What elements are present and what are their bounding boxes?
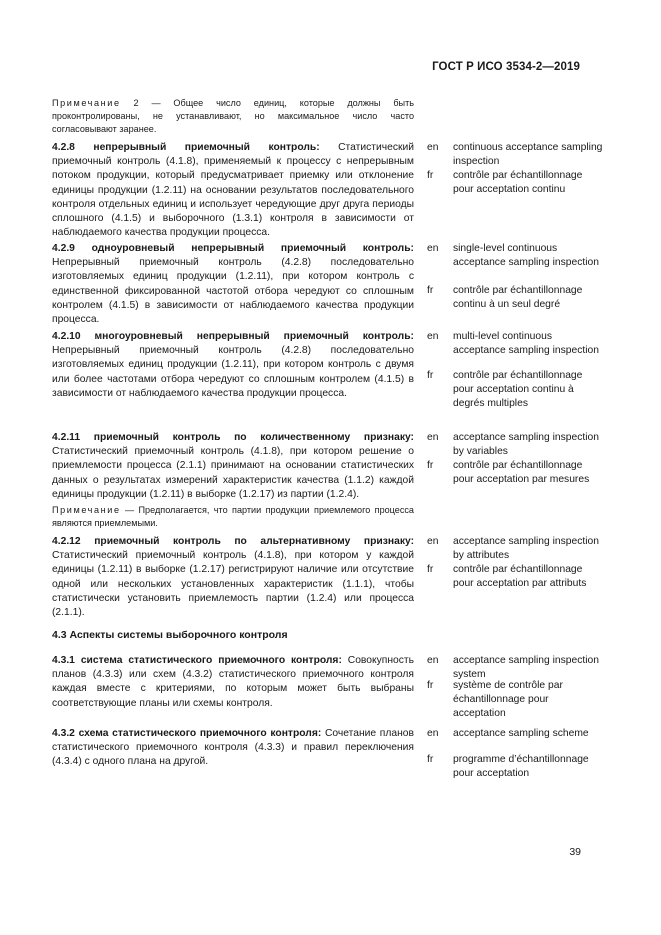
note-text: — Предполагается, что партии продукции приемлемого процесса являются приемлемыми. [52,505,414,528]
translation-en: acceptance sampling inspection by variables [453,432,599,458]
lang-fr: fr [427,285,434,296]
translation-fr: contrôle par échantillonnage pour acceptation continu [453,170,583,196]
entry-definition: Статистический приемочный контроль (4.1.8), применяемый к процессу с непрерывным потоком продукции, который предусматривает приемку или отклонение единицы продукции (1.2.11) на основании результатов последовательного контроля отдельных единиц и использует чередующие друг друга периоды сплошного (4.1.5) и выборочного (1.3.1) контроля в зависимости от наблюдаемого качества продукции процесса. [52,142,414,239]
translation-en: acceptance sampling inspection by attributes [453,536,599,562]
note-text: 2 — Общее число единиц, которые должны быть проконтролированы, не устанавливают, но максимальное число часто согласовывают заранее. [52,98,414,134]
translation-fr: programme d’échantillonnage pour acceptation [453,754,589,780]
entry-note [52,504,414,530]
entry-4-2-12 [52,535,414,620]
translation-fr: contrôle par échantillonnage pour acceptation par mesures [453,460,590,486]
entry-term: приемочный контроль по альтернативному признаку: [94,536,414,547]
entry-definition: Статистический приемочный контроль (4.1.8), при котором у каждой единицы (1.2.11) в выборке (1.2.17) регистрируют наличие или отсутствие одной или нескольких установленных характеристик (1.1.1), чтобы статистически установить приемлемость партии (1.2.4) или процесса (2.1.1). [52,550,414,619]
translation-fr: système de contrôle par échantillonnage pour acceptation [453,680,563,720]
entry-4-3-1 [52,654,414,711]
entry-term: одноуровневый непрерывный приемочный контроль: [91,243,414,254]
entry-4-2-11 [52,431,414,502]
lang-en: en [427,142,439,153]
lang-fr: fr [427,460,434,471]
lang-fr: fr [427,370,434,381]
entry-term: приемочный контроль по количественному признаку: [93,432,414,443]
entry-term: схема статистического приемочного контроля: [78,728,322,739]
entry-definition: Непрерывный приемочный контроль (4.2.8) последовательно изготовляемых единиц продукции (1.2.11), при котором контроль с двумя или более частотами отбора чередуют со сплошным контролем (4.1.5) в зависимости от наблюдаемого качества продукции процесса. [52,345,414,399]
translation-fr: contrôle par échantillonnage pour acceptation continu à degrés multiples [453,370,583,410]
translation-en: acceptance sampling scheme [453,728,589,739]
entry-number: 4.2.12 [52,536,81,547]
entry-number: 4.3.1 [52,655,75,666]
entry-4-2-10 [52,330,414,401]
translation-en: acceptance sampling inspection system [453,655,599,681]
entry-term: многоуровневый непрерывный приемочный контроль: [94,331,414,342]
entry-number: 4.2.11 [52,432,81,443]
lang-fr: fr [427,170,434,181]
entry-term: система статистического приемочного контроля: [80,655,342,666]
page-number: 39 [569,846,581,858]
note-top [52,97,414,135]
lang-fr: fr [427,680,434,691]
entry-4-2-9 [52,242,414,327]
entry-4-2-8 [52,141,414,240]
translation-fr: contrôle par échantillonnage continu à un seul degré [453,285,583,311]
entry-number: 4.3.2 [52,728,75,739]
note-label: Примечание [52,505,121,515]
entry-4-3-2 [52,727,414,770]
entry-number: 4.2.9 [52,243,75,254]
lang-en: en [427,243,439,254]
translation-fr: contrôle par échantillonnage pour acceptation par attributs [453,564,587,590]
lang-en: en [427,728,439,739]
lang-en: en [427,655,439,666]
entry-number: 4.2.10 [52,331,81,342]
section-title: 4.3 Аспекты системы выборочного контроля [52,629,288,641]
translation-en: single-level continuous acceptance sampling inspection [453,243,599,269]
note-label: Примечание [52,98,121,108]
lang-en: en [427,432,439,443]
entry-definition: Статистический приемочный контроль (4.1.8), при котором решение о приемлемости процесса (2.1.1) принимают на основании статистических данных о результатах измерений характеристик качества (1.1.2) каждой единицы продукции (1.2.11) в выборке (1.2.17) из партии (1.2.4). [52,446,414,500]
lang-fr: fr [427,754,434,765]
document-header: ГОСТ Р ИСО 3534-2—2019 [432,61,580,73]
entry-term: непрерывный приемочный контроль: [93,142,320,153]
lang-en: en [427,331,439,342]
lang-fr: fr [427,564,434,575]
entry-definition: Совокупность планов (4.3.3) или схем (4.3.2) статистического приемочного контроля каждая вместе с критериями, по которым может быть выбраны соответствующие планы или схемы контроля. [52,655,414,709]
lang-en: en [427,536,439,547]
entry-definition: Сочетание планов статистического приемочного контроля (4.3.3) и правил переключения (4.3.4) с одного плана на другой. [52,728,414,768]
translation-en: multi-level continuous acceptance sampling inspection [453,331,599,357]
translation-en: continuous acceptance sampling inspection [453,142,603,168]
entry-number: 4.2.8 [52,142,75,153]
entry-definition: Непрерывный приемочный контроль (4.2.8) последовательно изготовляемых единиц продукции (1.2.11), при котором контроль с единственной фиксированной частотой отбора чередуют со сплошным контролем (4.1.5) в зависимости от наблюдаемого качества продукции процесса. [52,257,414,326]
